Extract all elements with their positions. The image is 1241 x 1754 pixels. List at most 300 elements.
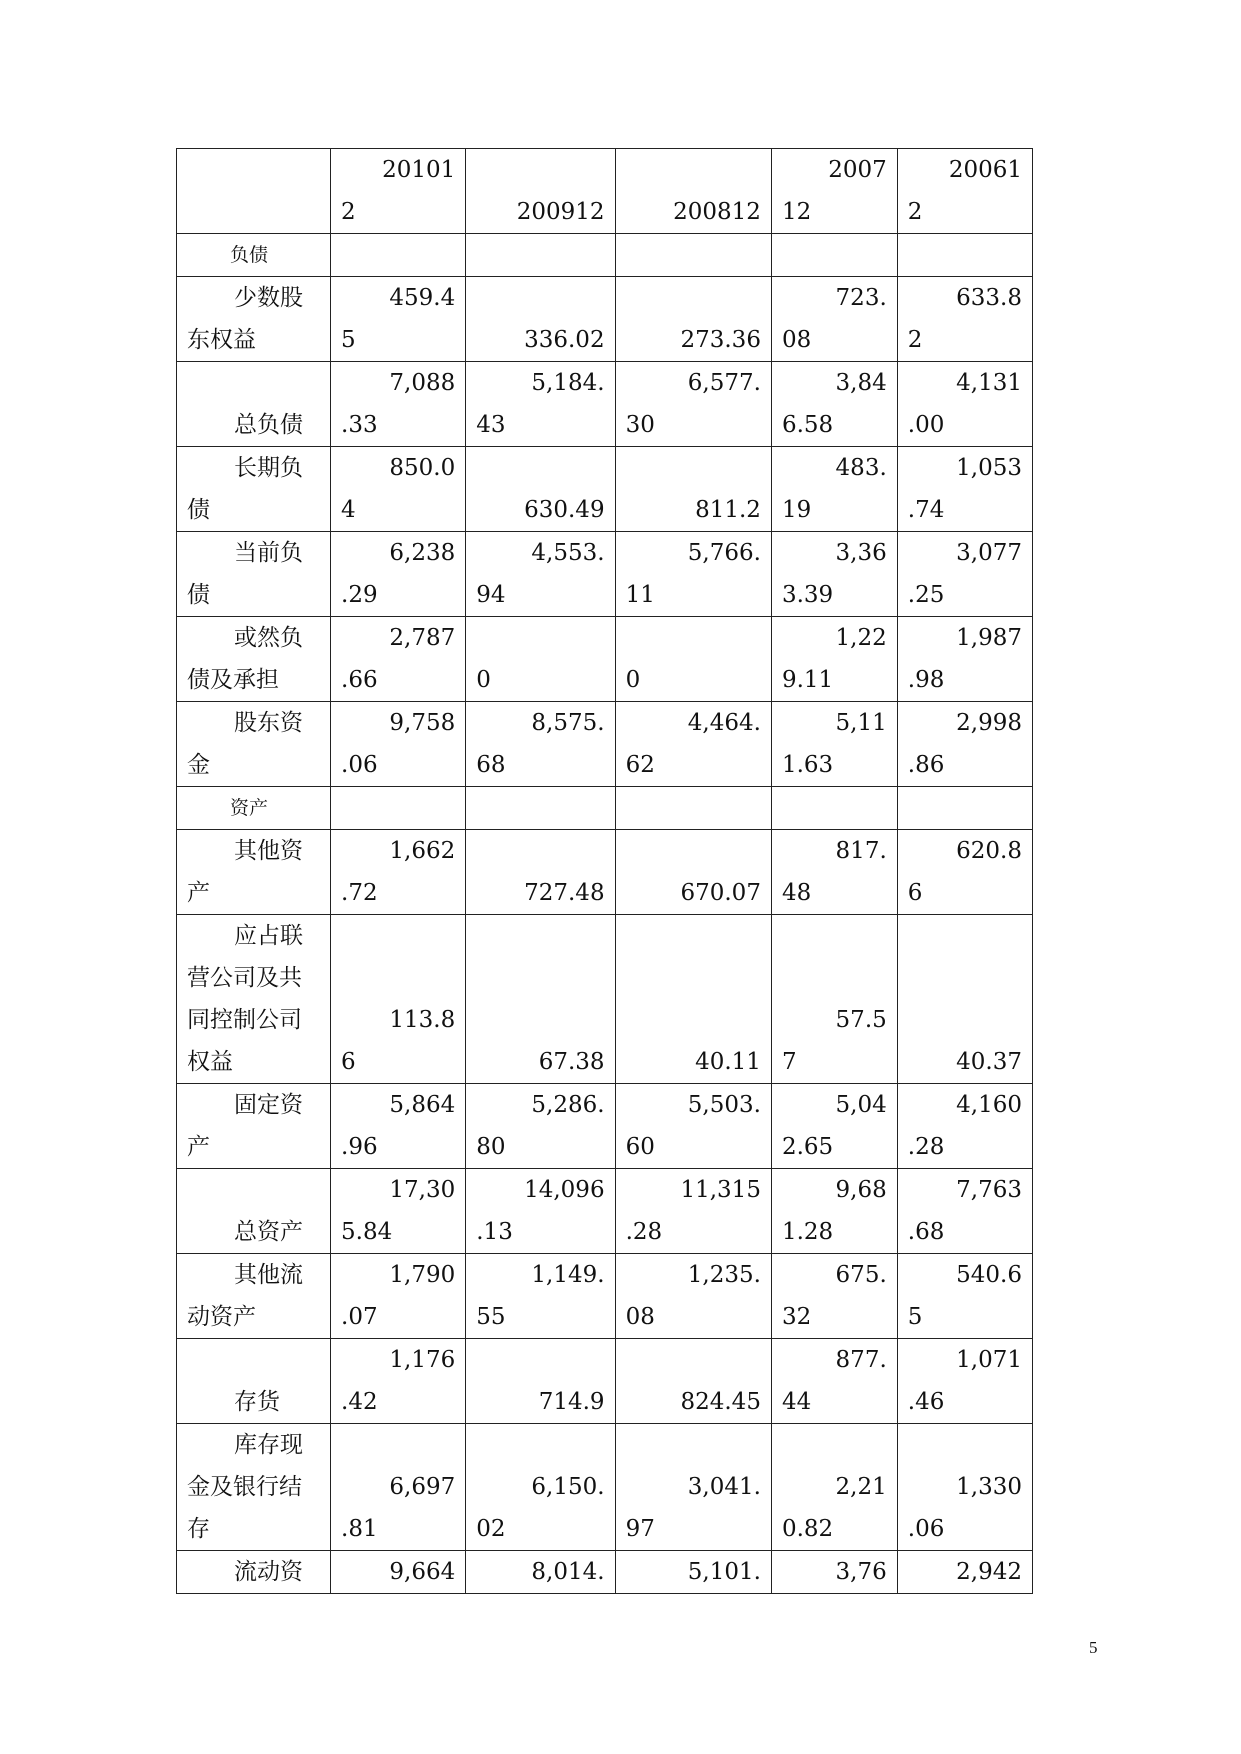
cell-line: 0 xyxy=(625,667,641,693)
cell-line: 债 xyxy=(187,497,210,523)
cell-line: 1,662 xyxy=(389,838,456,864)
value-cell-col-2008 xyxy=(615,830,771,915)
table-row xyxy=(177,1254,1033,1339)
value-cell-col-2007 xyxy=(771,1169,897,1254)
empty-cell xyxy=(615,234,771,277)
empty-cell xyxy=(615,787,771,830)
cell-line: .96 xyxy=(341,1134,378,1160)
value-cell-col-2008 xyxy=(615,447,771,532)
cell-line xyxy=(476,617,604,659)
cell-line: 08 xyxy=(781,327,812,353)
empty-cell xyxy=(897,234,1032,277)
cell-line: 1,053 xyxy=(956,455,1022,481)
cell-line: 6 xyxy=(907,880,923,906)
value-cell-col-2008 xyxy=(615,1424,771,1551)
cell-line: 应占联 xyxy=(234,923,303,949)
value-cell-col-2008 xyxy=(615,617,771,702)
cell-line: 5,184. xyxy=(531,370,605,396)
cell-line: 2,942 xyxy=(956,1559,1022,1585)
cell-line: 2,21 xyxy=(835,1474,887,1500)
page-number: 5 xyxy=(1089,1638,1098,1657)
value-cell-col-2007 xyxy=(771,447,897,532)
cell-line: 94 xyxy=(476,582,506,608)
cell-line: 113.8 xyxy=(389,1007,456,1033)
cell-line: 68 xyxy=(476,752,506,778)
cell-line: 2,787 xyxy=(389,625,456,651)
cell-line: 2 xyxy=(341,199,356,225)
value-cell-col-2010 xyxy=(331,1424,466,1551)
cell-line: .74 xyxy=(907,497,945,523)
cell-line xyxy=(908,957,1022,999)
value-cell-col-2007 xyxy=(771,1424,897,1551)
row-label-cell xyxy=(177,277,331,362)
header-cell-col-2008 xyxy=(615,149,771,234)
value-cell-col-2010 xyxy=(331,447,466,532)
section-row xyxy=(177,234,1033,277)
cell-line: 459.4 xyxy=(389,285,456,311)
value-cell-col-2007 xyxy=(771,1254,897,1339)
cell-line xyxy=(187,362,320,404)
value-cell-col-2010 xyxy=(331,702,466,787)
cell-line: 57.5 xyxy=(835,1007,887,1033)
value-cell-col-2007 xyxy=(771,1084,897,1169)
cell-line: 60 xyxy=(625,1134,655,1160)
cell-line xyxy=(782,1424,887,1466)
cell-line: 714.9 xyxy=(538,1389,605,1415)
cell-line: 东权益 xyxy=(187,327,256,353)
cell-line xyxy=(476,957,604,999)
value-cell-col-2010 xyxy=(331,830,466,915)
cell-line: 总资产 xyxy=(234,1219,303,1245)
table-row xyxy=(177,1339,1033,1424)
value-cell-col-2009 xyxy=(466,1084,615,1169)
cell-line: 权益 xyxy=(187,1049,233,1075)
empty-cell xyxy=(331,787,466,830)
cell-line: 6.58 xyxy=(781,412,834,438)
row-label-cell xyxy=(177,532,331,617)
cell-line: 5 xyxy=(907,1304,923,1330)
cell-line xyxy=(782,915,887,957)
cell-line: 17,30 xyxy=(389,1177,456,1203)
cell-line: 19 xyxy=(781,497,812,523)
cell-line: .81 xyxy=(341,1516,378,1542)
cell-line: 1.28 xyxy=(781,1219,834,1245)
value-cell-col-2006 xyxy=(897,447,1032,532)
cell-line: 44 xyxy=(781,1389,812,1415)
cell-line: 或然负 xyxy=(234,625,303,651)
cell-line: .13 xyxy=(476,1219,513,1245)
empty-cell xyxy=(466,234,615,277)
cell-line: 80 xyxy=(476,1134,506,1160)
cell-line: .33 xyxy=(341,412,378,438)
cell-line: 5,286. xyxy=(531,1092,605,1118)
cell-line: 4,160 xyxy=(956,1092,1022,1118)
cell-line: .66 xyxy=(341,667,378,693)
cell-line: 02 xyxy=(476,1516,506,1542)
cell-line xyxy=(476,149,604,191)
cell-line xyxy=(626,1424,761,1466)
cell-line: 流动资 xyxy=(234,1559,303,1585)
cell-line: 0 xyxy=(476,667,491,693)
cell-line xyxy=(626,830,761,872)
value-cell-col-2007 xyxy=(771,830,897,915)
cell-line xyxy=(626,149,761,191)
cell-line: 金 xyxy=(187,752,210,778)
value-cell-col-2006 xyxy=(897,362,1032,447)
value-cell-col-2007 xyxy=(771,1551,897,1594)
row-label-cell xyxy=(177,617,331,702)
cell-line: 长期负 xyxy=(234,455,303,481)
table-row xyxy=(177,915,1033,1084)
value-cell-col-2006 xyxy=(897,915,1032,1084)
value-cell-col-2007 xyxy=(771,1339,897,1424)
cell-line xyxy=(476,277,604,319)
value-cell-col-2010 xyxy=(331,915,466,1084)
value-cell-col-2010 xyxy=(331,1551,466,1594)
cell-line: 6,577. xyxy=(687,370,761,396)
cell-line: 9,664 xyxy=(389,1559,456,1585)
cell-line: 40.37 xyxy=(956,1049,1022,1075)
table-row xyxy=(177,447,1033,532)
cell-line: .68 xyxy=(907,1219,945,1245)
cell-line: 727.48 xyxy=(524,880,605,906)
cell-line: 3,041. xyxy=(687,1474,761,1500)
cell-line: 5,503. xyxy=(687,1092,761,1118)
cell-line xyxy=(626,957,761,999)
cell-line: 1,235. xyxy=(687,1262,761,1288)
value-cell-col-2010 xyxy=(331,362,466,447)
cell-line: 670.07 xyxy=(680,880,761,906)
cell-line: 97 xyxy=(625,1516,655,1542)
cell-line xyxy=(476,1424,604,1466)
value-cell-col-2009 xyxy=(466,830,615,915)
cell-line: .98 xyxy=(907,667,945,693)
table-row xyxy=(177,362,1033,447)
cell-line: 6,150. xyxy=(531,1474,605,1500)
section-label-cell xyxy=(177,787,331,830)
header-cell-col-2007 xyxy=(771,149,897,234)
cell-line: 1,330 xyxy=(956,1474,1022,1500)
cell-line xyxy=(908,999,1022,1041)
cell-line: 8,014. xyxy=(531,1559,605,1585)
cell-line xyxy=(626,999,761,1041)
table-row xyxy=(177,702,1033,787)
row-label-cell xyxy=(177,702,331,787)
value-cell-col-2008 xyxy=(615,1169,771,1254)
cell-line: 48 xyxy=(781,880,812,906)
cell-line: 850.0 xyxy=(389,455,456,481)
value-cell-col-2010 xyxy=(331,1084,466,1169)
cell-line: 1,790 xyxy=(389,1262,456,1288)
cell-line: 5.84 xyxy=(341,1219,393,1245)
cell-line: 固定资 xyxy=(234,1092,303,1118)
value-cell-col-2009 xyxy=(466,362,615,447)
cell-line: 债及承担 xyxy=(187,667,279,693)
cell-line xyxy=(341,957,455,999)
cell-line: .28 xyxy=(625,1219,663,1245)
row-label-cell xyxy=(177,1169,331,1254)
financial-table xyxy=(176,148,1033,1594)
cell-line: 20101 xyxy=(382,157,456,183)
cell-line: 9.11 xyxy=(781,667,834,693)
table-row xyxy=(177,532,1033,617)
cell-line: 动资产 xyxy=(187,1304,256,1330)
cell-line: 营公司及共 xyxy=(187,965,302,991)
cell-line xyxy=(782,957,887,999)
cell-line: .72 xyxy=(341,880,378,906)
cell-line: 3,84 xyxy=(835,370,887,396)
empty-cell xyxy=(771,234,897,277)
cell-line: 12 xyxy=(781,199,812,225)
section-label: 负债 xyxy=(230,244,269,266)
value-cell-col-2008 xyxy=(615,1339,771,1424)
cell-line: 7,763 xyxy=(956,1177,1022,1203)
cell-line: 5,04 xyxy=(835,1092,887,1118)
value-cell-col-2010 xyxy=(331,1339,466,1424)
cell-line: 55 xyxy=(476,1304,506,1330)
cell-line: 产 xyxy=(187,1134,210,1160)
cell-line: 4,131 xyxy=(956,370,1022,396)
row-label-cell xyxy=(177,1551,331,1594)
cell-line: 4,553. xyxy=(531,540,605,566)
value-cell-col-2009 xyxy=(466,277,615,362)
cell-line: 3.39 xyxy=(781,582,834,608)
cell-line: 2 xyxy=(907,327,923,353)
value-cell-col-2006 xyxy=(897,617,1032,702)
cell-line: 62 xyxy=(625,752,655,778)
cell-line xyxy=(476,830,604,872)
cell-line: 9,68 xyxy=(835,1177,887,1203)
cell-line: 5,11 xyxy=(835,710,887,736)
cell-line: 540.6 xyxy=(956,1262,1022,1288)
cell-line: 6,238 xyxy=(389,540,456,566)
cell-line: 少数股 xyxy=(234,285,303,311)
cell-line: 1,149. xyxy=(531,1262,605,1288)
cell-line: .86 xyxy=(907,752,945,778)
cell-line: 6 xyxy=(341,1049,356,1075)
value-cell-col-2009 xyxy=(466,1254,615,1339)
value-cell-col-2007 xyxy=(771,702,897,787)
cell-line: 1,176 xyxy=(389,1347,456,1373)
cell-line: 存 xyxy=(187,1516,210,1542)
cell-line xyxy=(476,447,604,489)
cell-line: 30 xyxy=(625,412,655,438)
value-cell-col-2010 xyxy=(331,1169,466,1254)
cell-line: 20061 xyxy=(948,157,1022,183)
section-label: 资产 xyxy=(230,797,269,819)
value-cell-col-2006 xyxy=(897,1551,1032,1594)
cell-line: 200812 xyxy=(673,199,761,225)
cell-line: 3,76 xyxy=(835,1559,887,1585)
cell-line: 股东资 xyxy=(234,710,303,736)
cell-line: 存货 xyxy=(234,1389,280,1415)
cell-line: 817. xyxy=(835,838,887,864)
cell-line: 3,077 xyxy=(956,540,1022,566)
cell-line: 总负债 xyxy=(234,412,303,438)
cell-line: .07 xyxy=(341,1304,378,1330)
value-cell-col-2007 xyxy=(771,277,897,362)
value-cell-col-2007 xyxy=(771,915,897,1084)
cell-line: .29 xyxy=(341,582,378,608)
cell-line: 273.36 xyxy=(680,327,761,353)
value-cell-col-2009 xyxy=(466,1169,615,1254)
cell-line: 2.65 xyxy=(781,1134,834,1160)
value-cell-col-2007 xyxy=(771,362,897,447)
cell-line: 7 xyxy=(781,1049,797,1075)
cell-line: 811.2 xyxy=(695,497,761,523)
cell-line xyxy=(476,999,604,1041)
cell-line: 5,864 xyxy=(389,1092,456,1118)
cell-line: 债 xyxy=(187,582,210,608)
section-label-cell xyxy=(177,234,331,277)
value-cell-col-2006 xyxy=(897,1424,1032,1551)
cell-line: 11,315 xyxy=(680,1177,761,1203)
cell-line: 2007 xyxy=(828,157,887,183)
value-cell-col-2008 xyxy=(615,702,771,787)
cell-line xyxy=(626,915,761,957)
cell-line: 2,998 xyxy=(956,710,1022,736)
table-row xyxy=(177,277,1033,362)
table-row xyxy=(177,617,1033,702)
cell-line: 630.49 xyxy=(524,497,605,523)
table-row xyxy=(177,1084,1033,1169)
value-cell-col-2006 xyxy=(897,830,1032,915)
cell-line: 当前负 xyxy=(234,540,303,566)
cell-line: 14,096 xyxy=(524,1177,605,1203)
value-cell-col-2006 xyxy=(897,277,1032,362)
table-row xyxy=(177,830,1033,915)
cell-line xyxy=(626,447,761,489)
value-cell-col-2008 xyxy=(615,915,771,1084)
value-cell-col-2009 xyxy=(466,1424,615,1551)
value-cell-col-2009 xyxy=(466,1551,615,1594)
value-cell-col-2006 xyxy=(897,702,1032,787)
cell-line: 08 xyxy=(625,1304,655,1330)
cell-line: 其他资 xyxy=(234,838,303,864)
cell-line: 8,575. xyxy=(531,710,605,736)
cell-line xyxy=(187,1169,320,1211)
value-cell-col-2010 xyxy=(331,277,466,362)
cell-line: 11 xyxy=(625,582,655,608)
empty-cell xyxy=(897,787,1032,830)
cell-line: 7,088 xyxy=(389,370,456,396)
value-cell-col-2008 xyxy=(615,532,771,617)
value-cell-col-2006 xyxy=(897,1084,1032,1169)
cell-line: 877. xyxy=(835,1347,887,1373)
cell-line: 723. xyxy=(835,285,887,311)
value-cell-col-2009 xyxy=(466,702,615,787)
value-cell-col-2006 xyxy=(897,1339,1032,1424)
cell-line: 40.11 xyxy=(695,1049,761,1075)
cell-line xyxy=(626,277,761,319)
cell-line: 2 xyxy=(907,199,923,225)
cell-line: 4 xyxy=(341,497,356,523)
value-cell-col-2008 xyxy=(615,362,771,447)
cell-line: 824.45 xyxy=(680,1389,761,1415)
cell-line: 库存现 xyxy=(234,1432,303,1458)
cell-line: 336.02 xyxy=(524,327,605,353)
empty-cell xyxy=(466,787,615,830)
cell-line: 同控制公司 xyxy=(187,1007,302,1033)
value-cell-col-2006 xyxy=(897,1169,1032,1254)
cell-line: 4,464. xyxy=(687,710,761,736)
cell-line: 3,36 xyxy=(835,540,887,566)
value-cell-col-2010 xyxy=(331,617,466,702)
cell-line: 32 xyxy=(781,1304,812,1330)
cell-line: .25 xyxy=(907,582,945,608)
header-row xyxy=(177,149,1033,234)
cell-line: 5 xyxy=(341,327,356,353)
section-row xyxy=(177,787,1033,830)
cell-line xyxy=(187,1339,320,1381)
value-cell-col-2007 xyxy=(771,532,897,617)
cell-line xyxy=(341,915,455,957)
cell-line: .06 xyxy=(907,1516,945,1542)
cell-line: .42 xyxy=(341,1389,378,1415)
table-body xyxy=(177,149,1033,1594)
empty-cell xyxy=(331,234,466,277)
cell-line: 43 xyxy=(476,412,506,438)
cell-line: 其他流 xyxy=(234,1262,303,1288)
header-cell-col-2006 xyxy=(897,149,1032,234)
value-cell-col-2008 xyxy=(615,1551,771,1594)
cell-line xyxy=(908,915,1022,957)
cell-line: .06 xyxy=(341,752,378,778)
value-cell-col-2010 xyxy=(331,532,466,617)
header-cell-col-2009 xyxy=(466,149,615,234)
value-cell-col-2006 xyxy=(897,532,1032,617)
cell-line: 0.82 xyxy=(781,1516,834,1542)
row-label-cell xyxy=(177,830,331,915)
cell-line: 金及银行结 xyxy=(187,1474,302,1500)
table-row xyxy=(177,1169,1033,1254)
value-cell-col-2008 xyxy=(615,1254,771,1339)
cell-line: 6,697 xyxy=(389,1474,456,1500)
cell-line: 200912 xyxy=(516,199,605,225)
cell-line: 5,101. xyxy=(687,1559,761,1585)
cell-line: .00 xyxy=(907,412,945,438)
row-label-cell xyxy=(177,1084,331,1169)
cell-line: .46 xyxy=(907,1389,945,1415)
cell-line: 1,987 xyxy=(956,625,1022,651)
cell-line: 产 xyxy=(187,880,210,906)
table-row xyxy=(177,1424,1033,1551)
value-cell-col-2009 xyxy=(466,617,615,702)
value-cell-col-2009 xyxy=(466,447,615,532)
value-cell-col-2009 xyxy=(466,1339,615,1424)
cell-line xyxy=(341,1424,455,1466)
cell-line: 620.8 xyxy=(956,838,1022,864)
empty-cell xyxy=(771,787,897,830)
cell-line xyxy=(908,1424,1022,1466)
row-label-cell xyxy=(177,1424,331,1551)
cell-line xyxy=(476,1339,604,1381)
value-cell-col-2007 xyxy=(771,617,897,702)
header-cell-label xyxy=(177,149,331,234)
cell-line: 675. xyxy=(835,1262,887,1288)
value-cell-col-2008 xyxy=(615,1084,771,1169)
cell-line: 5,766. xyxy=(687,540,761,566)
cell-line: 1,071 xyxy=(956,1347,1022,1373)
row-label-cell xyxy=(177,1339,331,1424)
value-cell-col-2006 xyxy=(897,1254,1032,1339)
value-cell-col-2008 xyxy=(615,277,771,362)
cell-line: 1.63 xyxy=(781,752,834,778)
cell-line: .28 xyxy=(907,1134,945,1160)
table-row xyxy=(177,1551,1033,1594)
cell-line xyxy=(626,1339,761,1381)
row-label-cell xyxy=(177,362,331,447)
